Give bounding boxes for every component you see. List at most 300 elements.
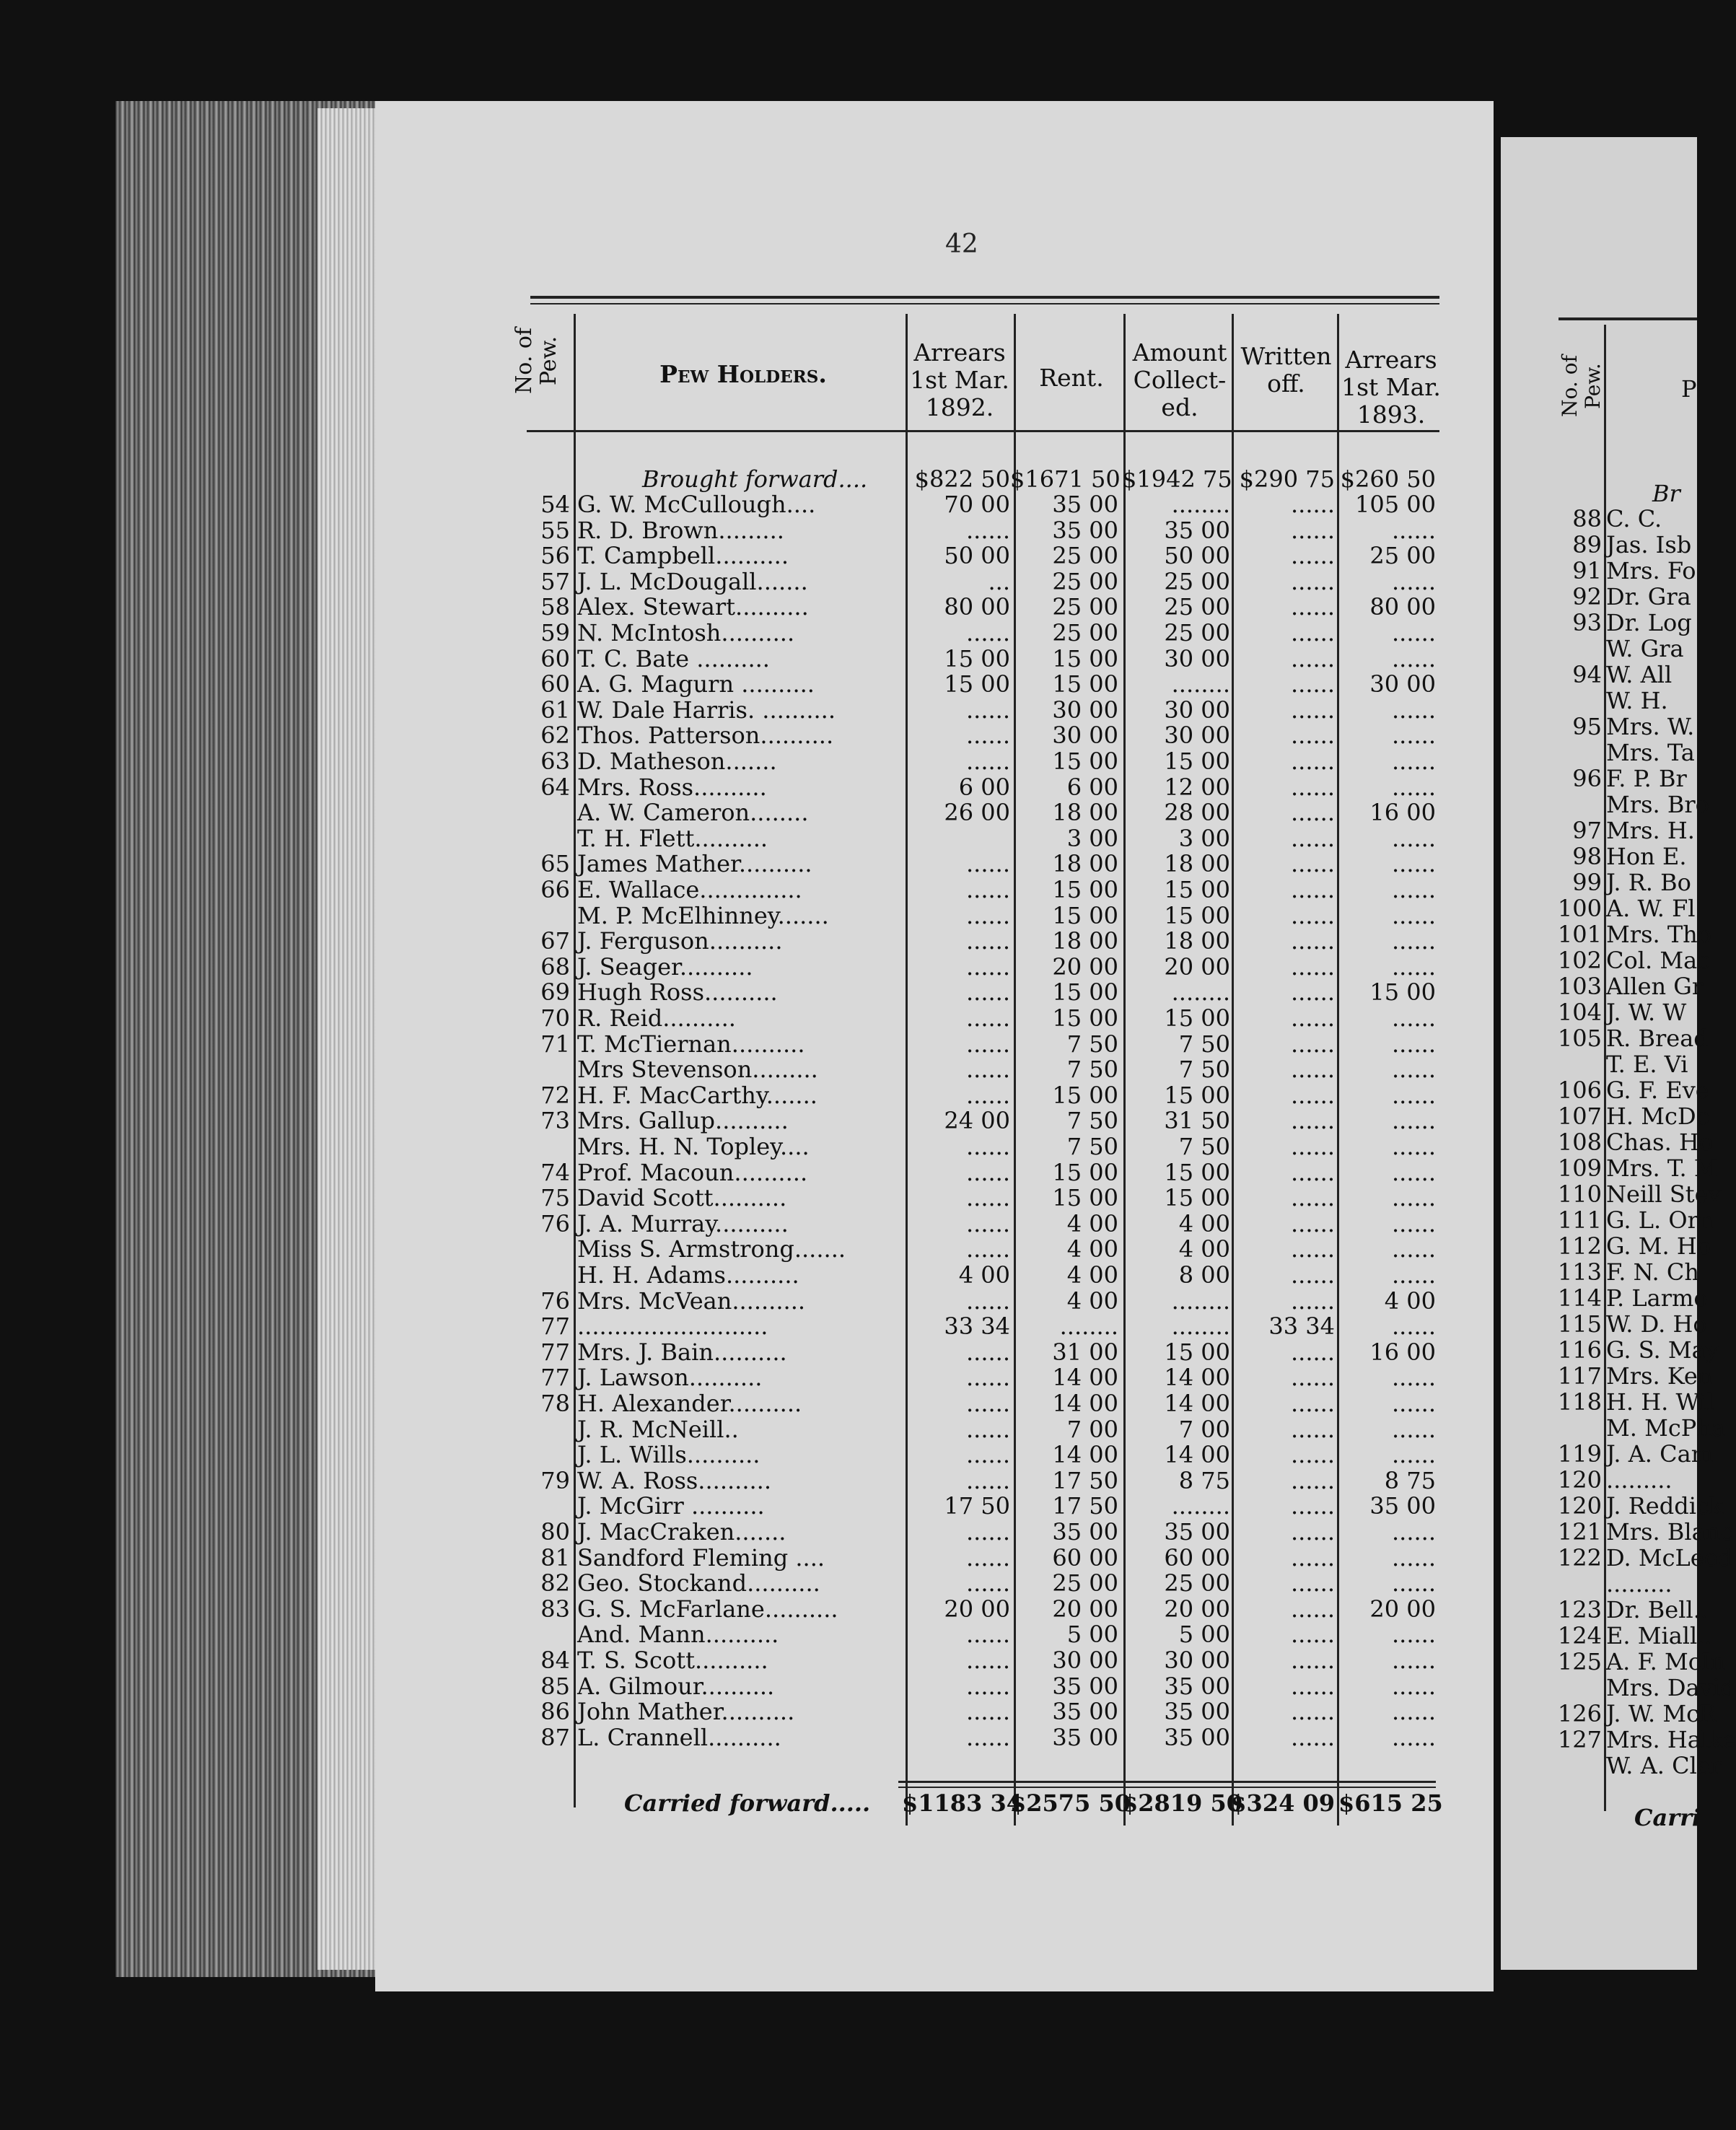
right-table-row <box>1501 1154 1718 1182</box>
right-pew-number: 103 <box>1557 973 1602 1000</box>
right-pew-holder-name: Hon E. <box>1606 843 1687 870</box>
written-off-cell: ...... <box>1290 1158 1335 1186</box>
table-row <box>0 1698 1515 1724</box>
right-table-row <box>1501 505 1697 531</box>
table-row <box>0 645 1515 671</box>
collected-cell: 20 00 <box>1164 952 1230 981</box>
right-table-row <box>1501 1700 1717 1727</box>
right-pew-holder-name: G. M. Ho <box>1606 1232 1711 1260</box>
pew-holder-name: W. Dale Harris. .......... <box>577 696 836 724</box>
pew-number: 55 <box>540 516 570 544</box>
page-number: 42 <box>945 229 978 259</box>
written-off-cell: ...... <box>1290 1390 1335 1417</box>
brought-rent: $1671 50 <box>1010 465 1121 493</box>
arrears-1893-cell: ...... <box>1391 1133 1436 1160</box>
right-pew-number: 95 <box>1572 713 1602 740</box>
right-pew-number: 89 <box>1572 531 1602 558</box>
written-off-cell: ...... <box>1290 1209 1335 1237</box>
rent-cell: 25 00 <box>1052 542 1118 570</box>
table-row <box>0 1518 1515 1544</box>
written-off-cell: ...... <box>1290 644 1335 672</box>
pew-number: 59 <box>540 619 570 647</box>
collected-cell: 30 00 <box>1164 722 1230 750</box>
arrears-1893-cell: ...... <box>1391 850 1436 878</box>
rent-cell: 5 00 <box>1066 1621 1118 1649</box>
written-off-cell: ...... <box>1290 1287 1335 1315</box>
arrears-1892-cell: ...... <box>965 901 1010 929</box>
table-row <box>0 1364 1515 1390</box>
right-table-row <box>1501 817 1697 843</box>
pew-number: 60 <box>540 644 570 672</box>
arrears-1892-cell: ...... <box>965 1030 1010 1058</box>
right-pew-holder-name: C. C. <box>1606 505 1662 532</box>
right-pew-number: 123 <box>1557 1596 1602 1623</box>
pew-holder-name: Mrs. McVean.......... <box>577 1287 806 1315</box>
collected-cell: 8 75 <box>1178 1466 1230 1494</box>
pew-number: 76 <box>540 1287 570 1315</box>
table-row <box>0 542 1515 568</box>
arrears-1892-cell: ...... <box>965 1518 1010 1546</box>
arrears-1892-cell: ...... <box>965 1081 1010 1109</box>
right-pew-number: 127 <box>1557 1726 1602 1753</box>
right-pew-number: 120 <box>1557 1466 1602 1494</box>
right-table-row <box>1501 1752 1722 1779</box>
pew-number: 84 <box>540 1647 570 1674</box>
pew-holder-name: T. Campbell.......... <box>577 542 789 570</box>
pew-number: 76 <box>540 1209 570 1237</box>
right-table-row <box>1501 1362 1713 1390</box>
collected-cell: ........ <box>1171 1287 1230 1315</box>
pew-holder-name: R. Reid.......... <box>577 1004 736 1032</box>
right-table-row <box>1501 1284 1708 1312</box>
table-row <box>0 1312 1515 1341</box>
pew-number: 69 <box>540 978 570 1007</box>
rent-cell: 7 50 <box>1066 1107 1118 1135</box>
written-off-cell: ...... <box>1290 1441 1335 1469</box>
arrears-1893-cell: ...... <box>1391 1698 1436 1726</box>
right-table-row <box>1501 1206 1714 1234</box>
arrears-1893-cell: ...... <box>1391 644 1436 672</box>
written-off-cell: ...... <box>1290 748 1335 775</box>
right-table-row <box>1501 739 1697 765</box>
header-amount-line2: Collect- <box>1133 366 1227 394</box>
right-pew-holder-name: Jas. Isb <box>1606 531 1692 558</box>
brought-arrears-1892: $822 50 <box>914 465 1010 493</box>
table-row <box>0 902 1515 928</box>
rent-cell: 30 00 <box>1052 1647 1118 1674</box>
right-pew-number: 113 <box>1557 1258 1602 1286</box>
right-pew-number: 121 <box>1557 1518 1602 1546</box>
pew-holder-name: J. Ferguson.......... <box>577 927 783 955</box>
collected-cell: 4 00 <box>1178 1235 1230 1263</box>
arrears-1892-cell: ...... <box>965 1415 1010 1443</box>
table-row <box>0 1184 1515 1210</box>
rent-cell: 7 50 <box>1066 1030 1118 1058</box>
right-pew-holder-name: F. P. Br <box>1606 765 1687 792</box>
arrears-1893-cell: 16 00 <box>1369 799 1436 827</box>
right-table-row <box>1501 1674 1735 1701</box>
written-off-cell: ...... <box>1290 952 1335 981</box>
right-pew-holder-name: G. L. Orn <box>1606 1206 1714 1234</box>
right-table-row <box>1501 1051 1697 1077</box>
arrears-1893-cell: ...... <box>1391 1235 1436 1263</box>
rent-cell: 14 00 <box>1052 1441 1118 1469</box>
pew-holder-name: Prof. Macoun.......... <box>577 1158 808 1186</box>
pew-holder-name: Alex. Stewart.......... <box>577 593 809 621</box>
right-pew-number: 111 <box>1557 1206 1602 1234</box>
written-off-cell: ...... <box>1290 1492 1335 1520</box>
table-row <box>0 1159 1515 1185</box>
arrears-1892-cell: ...... <box>965 748 1010 775</box>
rent-cell: 15 00 <box>1052 1158 1118 1186</box>
pew-number: 86 <box>540 1698 570 1726</box>
written-off-cell: ...... <box>1290 1518 1335 1546</box>
collected-cell: 14 00 <box>1164 1441 1230 1469</box>
right-table-row <box>1501 1336 1719 1364</box>
header-arrears-1892 <box>906 339 1014 421</box>
pew-holder-name: R. D. Brown......... <box>577 516 784 544</box>
pew-number: 68 <box>540 952 570 981</box>
right-pew-holder-name: A. W. Fl <box>1606 895 1696 922</box>
written-off-cell: ...... <box>1290 901 1335 929</box>
written-off-cell: ...... <box>1290 1107 1335 1135</box>
rent-cell: 25 00 <box>1052 567 1118 595</box>
right-pew-holder-name: ......... <box>1606 1466 1673 1494</box>
arrears-1892-cell: ...... <box>965 1466 1010 1494</box>
pew-number: 56 <box>540 542 570 570</box>
rent-cell: 25 00 <box>1052 619 1118 647</box>
pew-holder-name: A. Gilmour.......... <box>577 1672 775 1700</box>
written-off-cell: ...... <box>1290 850 1335 878</box>
rent-cell: 14 00 <box>1052 1364 1118 1392</box>
right-pew-number: 101 <box>1557 921 1602 948</box>
pew-holder-name: H. H. Adams.......... <box>577 1261 799 1289</box>
header-pew-holders: Pew Holders. <box>659 360 827 388</box>
brought-forward-label: Brought forward.... <box>642 465 868 493</box>
arrears-1892-cell: ...... <box>965 1287 1010 1315</box>
arrears-1893-cell: ...... <box>1391 1441 1436 1469</box>
arrears-1892-cell: ...... <box>965 978 1010 1007</box>
header-arrears-1893 <box>1341 346 1442 429</box>
right-header-holders: P <box>1681 375 1697 403</box>
arrears-1893-cell: ...... <box>1391 952 1436 981</box>
right-table-row <box>1501 661 1697 687</box>
pew-holder-name: Mrs. Gallup.......... <box>577 1107 789 1135</box>
pew-holder-name: H. F. MacCarthy....... <box>577 1081 817 1109</box>
header-arrears-1892-line1: Arrears <box>913 338 1006 367</box>
pew-holder-name: G. S. McFarlane.......... <box>577 1595 838 1623</box>
rent-cell: 25 00 <box>1052 593 1118 621</box>
table-row <box>0 876 1515 902</box>
header-arrears-1893-line1: Arrears <box>1345 346 1437 374</box>
right-pew-holder-name: W. H. <box>1606 687 1668 714</box>
table-row <box>0 517 1515 543</box>
rent-cell: 18 00 <box>1052 850 1118 878</box>
rent-cell: 18 00 <box>1052 799 1118 827</box>
pew-number: 65 <box>540 850 570 878</box>
right-pew-number: 118 <box>1557 1388 1602 1416</box>
right-pew-holder-name: Mrs. Fo <box>1606 557 1696 584</box>
right-pew-holder-name: W. All <box>1606 661 1673 688</box>
arrears-1893-cell: ...... <box>1391 619 1436 647</box>
collected-cell: 25 00 <box>1164 1569 1230 1598</box>
right-pew-number: 94 <box>1572 661 1602 688</box>
written-off-cell: ...... <box>1290 1672 1335 1700</box>
carried-forward-label: Carried forward..... <box>624 1789 871 1817</box>
rent-cell: 15 00 <box>1052 978 1118 1007</box>
right-pew-number: 104 <box>1557 999 1602 1026</box>
arrears-1892-cell: ...... <box>965 1390 1010 1417</box>
pew-holder-name: J. R. McNeill.. <box>577 1415 739 1443</box>
arrears-1892-cell: ...... <box>965 876 1010 903</box>
pew-holder-name: Hugh Ross.......... <box>577 978 778 1007</box>
arrears-1892-cell: 26 00 <box>944 799 1010 827</box>
right-table-row <box>1501 1492 1724 1520</box>
right-table-row <box>1501 609 1697 635</box>
rent-cell: 7 00 <box>1066 1415 1118 1443</box>
pew-holder-name: W. A. Ross.......... <box>577 1466 772 1494</box>
arrears-1893-cell: 4 00 <box>1384 1287 1436 1315</box>
written-off-cell: ...... <box>1290 696 1335 724</box>
right-table-row <box>1501 1310 1707 1338</box>
right-table-row <box>1501 791 1709 818</box>
pew-number: 77 <box>540 1364 570 1392</box>
pew-number: 54 <box>540 491 570 518</box>
written-off-cell: ...... <box>1290 1081 1335 1109</box>
written-off-cell: ...... <box>1290 1261 1335 1289</box>
pew-holder-name: Geo. Stockand.......... <box>577 1569 820 1598</box>
pew-number: 85 <box>540 1672 570 1700</box>
header-rent: Rent. <box>1039 364 1104 392</box>
right-pew-holder-name: F. N. Ch <box>1606 1258 1699 1286</box>
arrears-1893-cell: 80 00 <box>1369 593 1436 621</box>
collected-cell: 5 00 <box>1178 1621 1230 1649</box>
rent-cell: ........ <box>1059 1312 1118 1341</box>
table-row <box>0 1107 1515 1133</box>
pew-holder-name: L. Crannell.......... <box>577 1723 781 1751</box>
table-row <box>0 1210 1515 1236</box>
written-off-cell: ...... <box>1290 1698 1335 1726</box>
arrears-1893-cell: ...... <box>1391 1158 1436 1186</box>
right-pew-number: 120 <box>1557 1492 1602 1520</box>
table-row <box>0 1673 1515 1699</box>
right-table-row <box>1501 557 1697 583</box>
right-pew-holder-name: T. E. Vi <box>1606 1051 1688 1078</box>
written-off-cell: ...... <box>1290 1415 1335 1443</box>
pew-number: 80 <box>540 1518 570 1546</box>
rent-cell: 15 00 <box>1052 876 1118 903</box>
pew-holder-name: Miss S. Armstrong....... <box>577 1235 846 1263</box>
arrears-1893-cell: ...... <box>1391 1723 1436 1751</box>
collected-cell: 15 00 <box>1164 1338 1230 1366</box>
right-pew-holder-name: J. Reddick <box>1606 1492 1724 1520</box>
pew-holder-name: J. A. Murray.......... <box>577 1209 789 1237</box>
written-off-cell: ...... <box>1290 670 1335 698</box>
carried-collected: $2819 50 <box>1122 1789 1242 1817</box>
right-table-row <box>1501 1077 1709 1104</box>
right-pew-number: 115 <box>1557 1310 1602 1338</box>
written-off-cell: ...... <box>1290 1235 1335 1263</box>
collected-cell: 35 00 <box>1164 1698 1230 1726</box>
pew-holder-name: T. S. Scott.......... <box>577 1647 768 1674</box>
arrears-1892-cell: ...... <box>965 516 1010 544</box>
pew-holder-name: Sandford Fleming .... <box>577 1543 825 1572</box>
pew-number: 83 <box>540 1595 570 1623</box>
collected-cell: ........ <box>1171 978 1230 1007</box>
collected-cell: 14 00 <box>1164 1364 1230 1392</box>
pew-holder-name: T. C. Bate .......... <box>577 644 770 672</box>
table-row <box>0 978 1515 1007</box>
arrears-1893-cell: ...... <box>1391 748 1436 775</box>
table-row <box>0 1235 1515 1261</box>
arrears-1892-cell: ...... <box>965 1184 1010 1212</box>
table-row <box>0 1082 1515 1108</box>
written-off-cell: ...... <box>1290 1621 1335 1649</box>
right-pew-number: 102 <box>1557 947 1602 974</box>
table-row <box>0 1390 1515 1416</box>
right-pew-holder-name: W. A. Clar <box>1606 1752 1722 1779</box>
arrears-1892-cell: 15 00 <box>944 644 1010 672</box>
arrears-1892-cell: ...... <box>965 1004 1010 1032</box>
sum-rule-2 <box>898 1787 1436 1788</box>
collected-cell: 7 50 <box>1178 1030 1230 1058</box>
table-row <box>0 696 1515 722</box>
right-pew-holder-name: Mrs. H. <box>1606 817 1695 844</box>
rent-cell: 18 00 <box>1052 927 1118 955</box>
collected-cell: 15 00 <box>1164 901 1230 929</box>
rent-cell: 15 00 <box>1052 1081 1118 1109</box>
right-pew-holder-name: Mrs. Tho <box>1606 921 1712 948</box>
arrears-1892-cell: ...... <box>965 952 1010 981</box>
arrears-1892-cell: ...... <box>965 1056 1010 1084</box>
right-pew-number: 105 <box>1557 1025 1602 1052</box>
collected-cell: 30 00 <box>1164 696 1230 724</box>
right-pew-number: 88 <box>1572 505 1602 532</box>
table-row <box>0 491 1515 517</box>
right-table-row <box>1501 1596 1709 1623</box>
pew-holder-name: A. W. Cameron........ <box>577 799 809 827</box>
written-off-cell: ...... <box>1290 619 1335 647</box>
arrears-1892-cell: 33 34 <box>944 1312 1010 1341</box>
pew-holder-name: David Scott.......... <box>577 1184 787 1212</box>
right-pew-number: 93 <box>1572 609 1602 636</box>
arrears-1893-cell: 16 00 <box>1369 1338 1436 1366</box>
header-arrears-1893-line3: 1893. <box>1356 400 1426 429</box>
arrears-1893-cell: ...... <box>1391 876 1436 903</box>
arrears-1892-cell: ...... <box>965 1158 1010 1186</box>
collected-cell: 8 00 <box>1178 1261 1230 1289</box>
right-pew-holder-name: H. McDo <box>1606 1103 1710 1130</box>
pew-holder-name: J. Seager.......... <box>577 952 753 981</box>
collected-cell: 12 00 <box>1164 773 1230 801</box>
arrears-1893-cell: 8 75 <box>1384 1466 1436 1494</box>
table-row <box>0 927 1515 953</box>
right-pew-holder-name: Mrs. Blanc <box>1606 1518 1734 1546</box>
table-row <box>0 1569 1515 1598</box>
arrears-1892-cell: ...... <box>965 1647 1010 1674</box>
pew-holder-name: J. L. McDougall....... <box>577 567 808 595</box>
written-off-cell: ...... <box>1290 1569 1335 1598</box>
pew-number: 62 <box>540 722 570 750</box>
right-table-row <box>1501 1726 1736 1753</box>
written-off-cell: ...... <box>1290 1723 1335 1751</box>
written-off-cell: ...... <box>1290 1595 1335 1623</box>
arrears-1893-cell: ...... <box>1391 1364 1436 1392</box>
written-off-cell: 33 34 <box>1268 1312 1335 1341</box>
collected-cell: 15 00 <box>1164 1081 1230 1109</box>
right-pew-holder-name: J. R. Bo <box>1606 869 1691 896</box>
table-row <box>0 1544 1515 1570</box>
table-row <box>0 593 1515 619</box>
brought-collected: $1942 75 <box>1122 465 1232 493</box>
rent-cell: 4 00 <box>1066 1209 1118 1237</box>
arrears-1892-cell: ...... <box>965 927 1010 955</box>
right-pew-number: 116 <box>1557 1336 1602 1364</box>
table-row <box>0 1467 1515 1493</box>
pew-holder-name: J. McGirr .......... <box>577 1492 765 1520</box>
arrears-1893-cell: ...... <box>1391 696 1436 724</box>
written-off-cell: ...... <box>1290 1364 1335 1392</box>
header-amount-collected <box>1126 339 1234 421</box>
pew-number: 58 <box>540 593 570 621</box>
pew-number: 63 <box>540 748 570 775</box>
right-pew-holder-name: Mrs. Halke <box>1606 1726 1736 1753</box>
written-off-cell: ...... <box>1290 1004 1335 1032</box>
pew-number: 70 <box>540 1004 570 1032</box>
arrears-1893-cell: ...... <box>1391 1672 1436 1700</box>
right-pew-holder-name: Chas. Ho <box>1606 1128 1714 1156</box>
rent-cell: 17 50 <box>1052 1466 1118 1494</box>
collected-cell: ........ <box>1171 670 1230 698</box>
arrears-1892-cell: ...... <box>965 1698 1010 1726</box>
header-rule <box>527 430 1439 432</box>
rent-cell: 30 00 <box>1052 722 1118 750</box>
written-off-cell: ...... <box>1290 799 1335 827</box>
right-pew-holder-name: Allen Gr <box>1606 973 1704 1000</box>
arrears-1893-cell: ...... <box>1391 567 1436 595</box>
right-pew-number: 108 <box>1557 1128 1602 1156</box>
arrears-1892-cell: 6 00 <box>958 773 1010 801</box>
collected-cell: 15 00 <box>1164 1158 1230 1186</box>
right-pew-holder-name: J. A. Cam <box>1606 1440 1714 1468</box>
right-table-row <box>1501 583 1697 609</box>
arrears-1893-cell: ...... <box>1391 1621 1436 1649</box>
arrears-1893-cell: ...... <box>1391 1415 1436 1443</box>
pew-number: 60 <box>540 670 570 698</box>
pew-number: 71 <box>540 1030 570 1058</box>
table-row <box>0 953 1515 979</box>
written-off-cell: ...... <box>1290 593 1335 621</box>
right-pew-holder-name: J. W. McR <box>1606 1700 1717 1727</box>
pew-number: 79 <box>540 1466 570 1494</box>
sum-rule <box>898 1781 1436 1783</box>
right-pew-number: 122 <box>1557 1544 1602 1572</box>
arrears-1892-cell: ... <box>988 567 1010 595</box>
collected-cell: 7 50 <box>1178 1056 1230 1084</box>
written-off-cell: ...... <box>1290 567 1335 595</box>
right-table-row <box>1501 921 1712 948</box>
rent-cell: 6 00 <box>1066 773 1118 801</box>
right-pew-number: 117 <box>1557 1362 1602 1390</box>
arrears-1892-cell: 15 00 <box>944 670 1010 698</box>
table-row <box>0 1441 1515 1467</box>
pew-holder-name: Mrs Stevenson......... <box>577 1056 818 1084</box>
right-table-row <box>1501 765 1697 791</box>
right-pew-holder-name: M. McPha <box>1606 1414 1726 1442</box>
arrears-1892-cell: ...... <box>965 722 1010 750</box>
collected-cell: 35 00 <box>1164 1723 1230 1751</box>
table-row <box>0 799 1515 825</box>
